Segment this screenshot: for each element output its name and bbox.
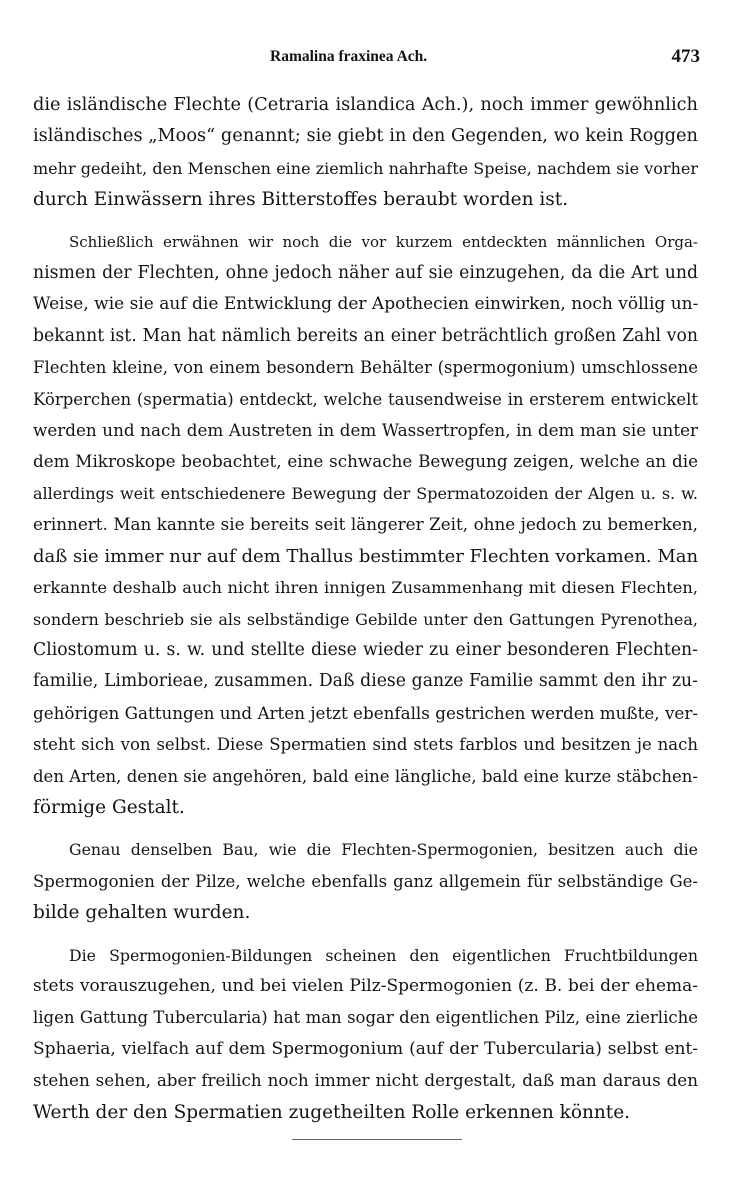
text-line: Schließlich erwähnen wir noch die vor kurzem entdeckten männlichen Orga- [69,232,698,251]
body-text [33,90,698,1128]
paragraph [33,227,698,824]
text-line: nismen der Flechten, ohne jedoch näher auf sie einzugehen, da die Art und [33,263,698,284]
paragraph [33,90,698,216]
page-number: 473 [671,46,700,67]
text-line: gehörigen Gattungen und Arten jetzt ebenfalls gestrichen werden mußte, ver- [33,702,698,723]
text-line: Weise, wie sie auf die Entwicklung der Apothecien einwirken, noch völlig un- [33,294,699,315]
text-line: Werth der den Spermatien zugetheilten Rolle erkennen könnte. [33,1101,631,1123]
footer-rule [292,1139,462,1140]
text-line: erkannte deshalb auch nicht ihren innigen Zusammenhang mit diesen Flechten, [33,578,698,598]
text-line: bekannt ist. Man hat nämlich bereits an einer beträchtlich großen Zahl von [33,325,698,346]
running-title: Ramalina fraxinea Ach. [270,48,428,65]
text-line: Cliostomum u. s. w. und stellte diese wieder zu einer besonderen Flechten- [33,639,698,660]
text-line: Flechten kleine, von einem besondern Behälter (spermogonium) umschlossene [33,358,698,378]
text-line: bilde gehalten wurden. [33,902,251,924]
text-line: stets vorauszugehen, und bei vielen Pilz-Spermogonien (z. B. bei der ehema- [33,975,698,996]
text-line: dem Mikroskope beobachtet, eine schwache Bewegung zeigen, welche an die [33,451,698,472]
paragraph [33,834,698,928]
text-line: die isländische Flechte (Cetraria islandica Ach.), noch immer gewöhnlich [33,95,698,115]
text-line: durch Einwässern ihres Bitterstoffes beraubt worden ist. [33,189,569,211]
text-line: steht sich von selbst. Diese Spermatien sind stets farblos und besitzen je nach [33,735,698,755]
text-line: mehr gedeiht, den Menschen eine ziemlich nahrhafte Speise, nachdem sie vorher [33,158,698,178]
text-line: erinnert. Man kannte sie bereits seit längerer Zeit, ohne jedoch zu bemerken, [33,514,698,535]
text-line: Sphaeria, vielfach auf dem Spermogonium (auf der Tubercularia) selbst ent- [33,1038,698,1059]
text-line: sondern beschrieb sie als selbständige Gebilde unter den Gattungen Pyrenothea, [33,609,698,629]
text-line: stehen sehen, aber freilich noch immer nicht dergestalt, daß man daraus den [33,1070,698,1091]
text-line: Genau denselben Bau, wie die Flechten-Spermogonien, besitzen auch die [69,840,698,860]
paragraph [33,940,698,1128]
text-line: ligen Gattung Tubercularia) hat man sogar den eigentlichen Pilz, eine zierliche [33,1008,698,1028]
text-line: förmige Gestalt. [33,796,185,818]
text-line: familie, Limborieae, zusammen. Daß diese ganze Familie sammt den ihr zu- [33,671,698,692]
text-line: werden und nach dem Austreten in dem Wassertropfen, in dem man sie unter [33,420,698,441]
text-line: daß sie immer nur auf dem Thallus bestimmter Flechten vorkamen. Man [33,545,699,567]
page-header [32,44,700,74]
text-line: isländisches „Moos“ genannt; sie giebt in den Gegenden, wo kein Roggen [33,126,698,147]
text-line: Die Spermogonien-Bildungen scheinen den eigentlichen Fruchtbildungen [69,945,698,965]
text-line: Körperchen (spermatia) entdeckt, welche tausendweise in ersterem entwickelt [33,389,698,409]
text-line: den Arten, denen sie angehören, bald eine längliche, bald eine kurze stäbchen- [33,766,698,786]
text-line: Spermogonien der Pilze, welche ebenfalls ganz allgemein für selbständige Ge- [33,871,698,891]
text-line: allerdings weit entschiedenere Bewegung der Spermatozoiden der Algen u. s. w. [33,483,698,503]
